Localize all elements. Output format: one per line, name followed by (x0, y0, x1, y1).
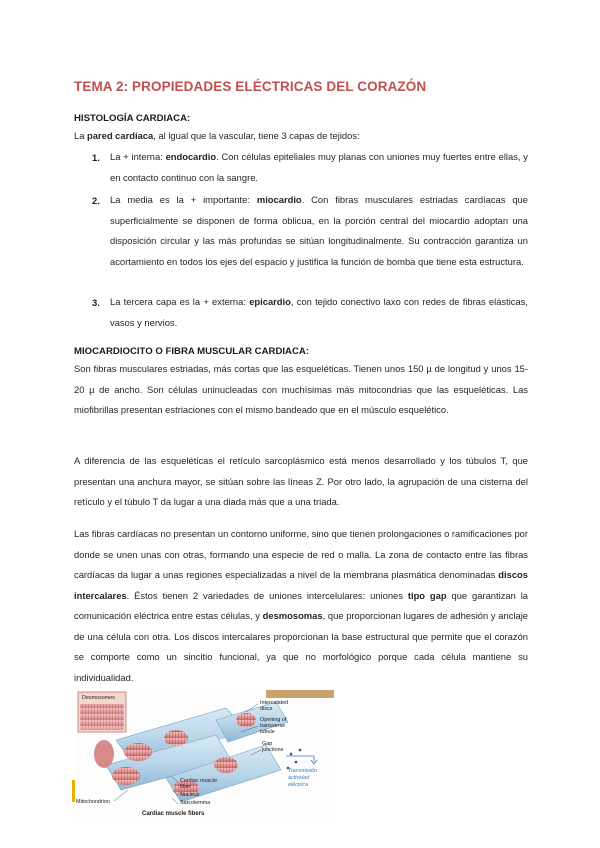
p3-bold: discos intercalares (74, 569, 528, 601)
handwritten-note-3: eléctrica (288, 782, 309, 788)
list-text: La tercera capa es la + externa: (110, 296, 250, 307)
label-tubule: tubule (260, 729, 275, 735)
yellow-marker (72, 780, 75, 802)
label-intercalated: Intercalated (260, 700, 289, 706)
list-item (110, 190, 528, 272)
page-title: TEMA 2: PROPIEDADES ELÉCTRICAS DEL CORAZÓN (74, 79, 427, 94)
label-desmosomes: Desmosomes (82, 695, 115, 701)
paragraph-2: A diferencia de las esqueléticas el retículo sarcoplásmico está menos desarrollado y los túbulos T, que presentan una anchura mayor, se sitúan sobre las líneas Z. Por otro lado, la agrupación de una cisterna del retículo y el túbulo T da lugar a una diada más que a una triada. (74, 455, 528, 507)
list-item (110, 292, 528, 333)
label-discs: discs (260, 706, 273, 712)
p3-text: que garantizan la comunicación eléctrica entre estas células, y (74, 589, 528, 621)
label-sarcolemma: Sarcolemma (180, 800, 211, 806)
label-junctions: junctions (262, 747, 284, 753)
label-opening: Opening of (260, 717, 287, 723)
paragraph-1: Son fibras musculares estriadas, más cortas que las esqueléticas. Tienen unos 150 µ de longitud y unos 15-20 µ de ancho. Son células uninucleadas con muchísimas más mitocondrias que las esqueléticas. Las miofibrillas presentan estriaciones con el mismo bandeado que en el músculo esquelético. (74, 363, 528, 415)
p3-bold: tipo gap (407, 589, 447, 601)
p3-bold: desmosomas (262, 610, 323, 621)
list-text: ellas, y en contacto continuo con la sangre. (110, 151, 528, 183)
intro-bold: pared cardiaca (87, 130, 154, 141)
p3-text: . Éstos tienen 2 variedades de uniones intercelulares: uniones (126, 589, 408, 601)
section-heading-miocardiocito: MIOCARDIOCITO O FIBRA MUSCULAR CARDIACA: (74, 346, 310, 357)
intro-paragraph (74, 126, 534, 147)
list-bold: miocardio (256, 194, 302, 205)
inset-fibers (80, 704, 124, 730)
label-cardiac-muscle: Cardiac muscle (180, 778, 218, 784)
section-heading-histologia: HISTOLOGÍA CARDIACA: (74, 113, 191, 124)
list-number: 2. (92, 195, 100, 206)
list-text: elásticas, vasos y nervios. (110, 296, 529, 328)
gap-junction-dots (287, 749, 302, 770)
label-mitochondrion: Mitochondrion (76, 799, 110, 805)
label-nucleus: Nucleus (180, 792, 200, 798)
annotation-arrow (286, 756, 317, 764)
list-item (110, 147, 528, 188)
figure-illustration (76, 690, 334, 818)
intro-text: La (74, 130, 88, 141)
list-bold: endocardio (165, 151, 217, 162)
handwritten-note-1: Transmisión (288, 768, 317, 774)
label-transverse: transverse (260, 723, 286, 729)
p3-text: Las fibras cardíacas no presentan un contorno uniforme, sino que tienen prolongaciones o ramificaciones por donde se unen unas con otras, formando una especie de red o malla. La zona de contacto entre las fibras cardíacas da lugar a unas regiones especializadas a nivel de la membrana plasmática denominadas (74, 528, 528, 580)
list-text: superficialmente se disponen de forma oblicua, en la porción central del miocardio adoptan una disposición circular y las más profundas se sitúan longitudinalmente. Su contracción garantiza un acortamiento en todos los ejes del espacio y justifica la función de bomba que tiene esta estructura. (110, 214, 528, 267)
label-gap: Gap (262, 741, 273, 747)
cardiac-fibers-figure (76, 690, 334, 818)
list-text: La + interna: (110, 151, 166, 162)
p3-text: , que proporcionan lugares de adhesión y anclaje de una célula con otra. Los discos intercalares proporcionan la base estructural que permite que el corazón se comporte como un sincitio funcional, ya que no morfológico porque cada célula mantiene su individualidad. (74, 610, 528, 683)
list-number: 3. (92, 297, 100, 308)
list-number: 1. (92, 152, 100, 163)
figure-header-strip (266, 690, 334, 698)
handwritten-note-2: actividad (288, 775, 310, 781)
label-fiber: fiber (180, 784, 191, 790)
list-bold: epicardio (249, 296, 291, 307)
intro-text-end: , al igual que la vascular, tiene 3 capas de tejidos: (153, 130, 360, 141)
paragraph-3 (74, 524, 528, 688)
list-text: La media es la + importante: (110, 194, 257, 205)
list-text: , con tejido conectivo laxo con redes de fibras (290, 296, 486, 307)
list-text: . Con fibras musculares estriadas cardíacas que (301, 194, 528, 205)
list-text: . Con células epiteliales muy planas con uniones muy fuertes entre (216, 151, 496, 162)
figure-caption: Cardiac muscle fibers (142, 811, 205, 817)
